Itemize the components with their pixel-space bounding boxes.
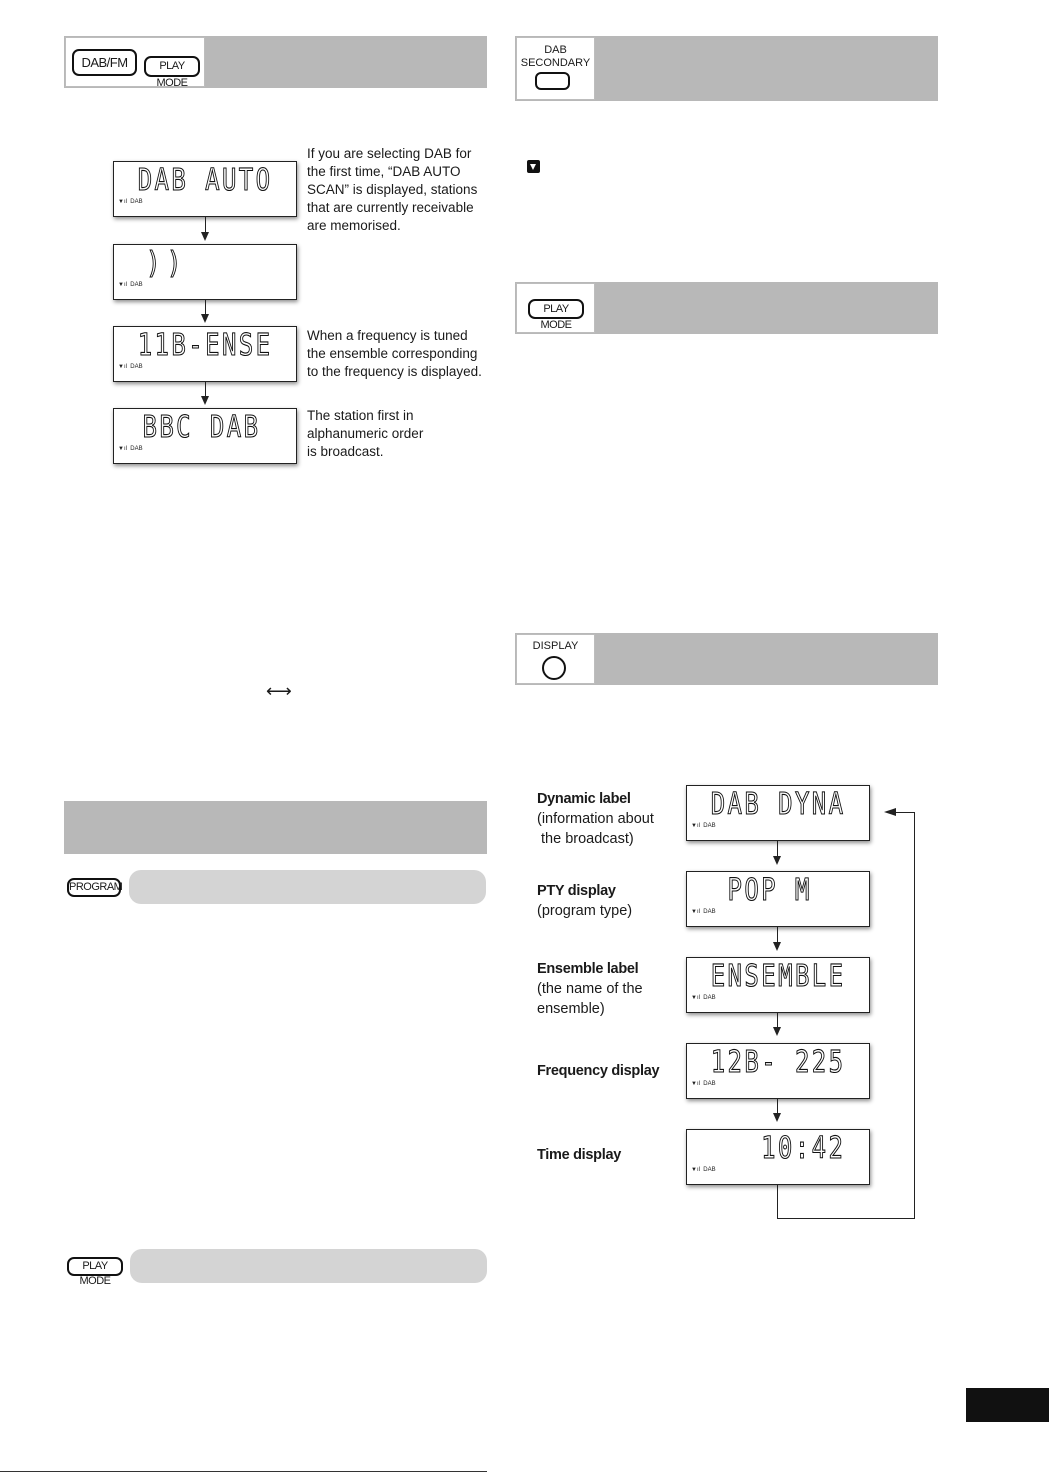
flow-arrow xyxy=(773,856,781,865)
display-button[interactable] xyxy=(542,656,566,680)
signal-icon: ▼ıl DAB xyxy=(691,1167,716,1173)
lcd-text: 11B-ENSE xyxy=(137,328,272,363)
page-number-tab xyxy=(966,1388,1049,1422)
signal-icon: ▼ıl DAB xyxy=(691,823,716,829)
lcd-frequency-display xyxy=(686,1043,870,1099)
label-pty: PTY display (program type) xyxy=(537,883,633,919)
program-button[interactable]: PROGRAM xyxy=(67,878,121,897)
lcd-display-ensemble xyxy=(113,326,297,382)
play-mode-button-bottom[interactable]: PLAY MODE xyxy=(67,1257,123,1276)
flow-arrow xyxy=(201,232,209,241)
lcd-dynamic-label xyxy=(686,785,870,841)
display-key-label: DISPLAY xyxy=(532,640,579,652)
caption-frequency-tuned: When a frequency is tuned the ensemble corresponding to the frequency is displayed. xyxy=(307,328,482,379)
lcd-display-station xyxy=(113,408,297,464)
signal-icon: ▼ıl DAB xyxy=(118,364,143,370)
play-mode-button-right[interactable]: PLAY MODE xyxy=(528,299,584,319)
lcd-display-dab-auto xyxy=(113,161,297,217)
lcd-text: BBC DAB xyxy=(142,410,260,445)
loop-line-bottom xyxy=(777,1218,915,1219)
preset-section-header xyxy=(64,801,487,854)
double-arrow-icon: ⟷ xyxy=(266,681,292,701)
label-time: Time display xyxy=(537,1147,621,1163)
caption-first-time: If you are selecting DAB for the first time, “DAB AUTO SCAN” is displayed, stations that are currently receivable are memorised. xyxy=(307,146,478,233)
lcd-text: POP M xyxy=(727,873,845,908)
signal-icon: ▼ıl DAB xyxy=(118,446,143,452)
lcd-display-scanning xyxy=(113,244,297,300)
lcd-text: DAB AUTO xyxy=(137,163,272,198)
signal-icon: ▼ıl DAB xyxy=(691,909,716,915)
dab-secondary-button[interactable] xyxy=(535,72,570,90)
signal-icon: ▼ıl DAB xyxy=(691,995,716,1001)
lcd-text: )) xyxy=(146,246,188,281)
play-mode-subheader xyxy=(130,1249,487,1283)
loop-arrow xyxy=(884,808,896,816)
lcd-text: 10:42 xyxy=(760,1131,845,1166)
lcd-pty-display xyxy=(686,871,870,927)
lcd-text: ENSEMBLE xyxy=(710,959,845,994)
label-dynamic: Dynamic label (information about the broadcast) xyxy=(537,791,654,847)
flow-arrow xyxy=(773,942,781,951)
play-mode-button[interactable]: PLAY MODE xyxy=(144,56,200,77)
flow-arrow xyxy=(201,396,209,405)
bottom-rule-left xyxy=(0,1471,487,1472)
loop-line-top xyxy=(895,812,915,813)
loop-line-up xyxy=(914,812,915,1219)
label-ensemble: Ensemble label (the name of the ensemble) xyxy=(537,961,643,1017)
label-frequency: Frequency display xyxy=(537,1063,660,1079)
caption-first-station: The station first in alphanumeric order is broadcast. xyxy=(307,408,424,459)
loop-line-down xyxy=(777,1185,778,1218)
dab-secondary-label: DAB SECONDARY xyxy=(520,44,591,69)
lcd-ensemble-label xyxy=(686,957,870,1013)
signal-icon: ▼ıl DAB xyxy=(118,199,143,205)
down-triangle-icon xyxy=(527,160,540,173)
dab-fm-button[interactable]: DAB/FM xyxy=(72,49,137,76)
lcd-text: 12B- 225 xyxy=(710,1045,845,1080)
signal-icon: ▼ıl DAB xyxy=(691,1081,716,1087)
signal-icon: ▼ıl DAB xyxy=(118,282,143,288)
program-subheader xyxy=(129,870,486,904)
lcd-text: DAB DYNA xyxy=(710,787,845,822)
flow-arrow xyxy=(773,1027,781,1036)
flow-arrow xyxy=(201,314,209,323)
flow-arrow xyxy=(773,1113,781,1122)
lcd-time-display xyxy=(686,1129,870,1185)
